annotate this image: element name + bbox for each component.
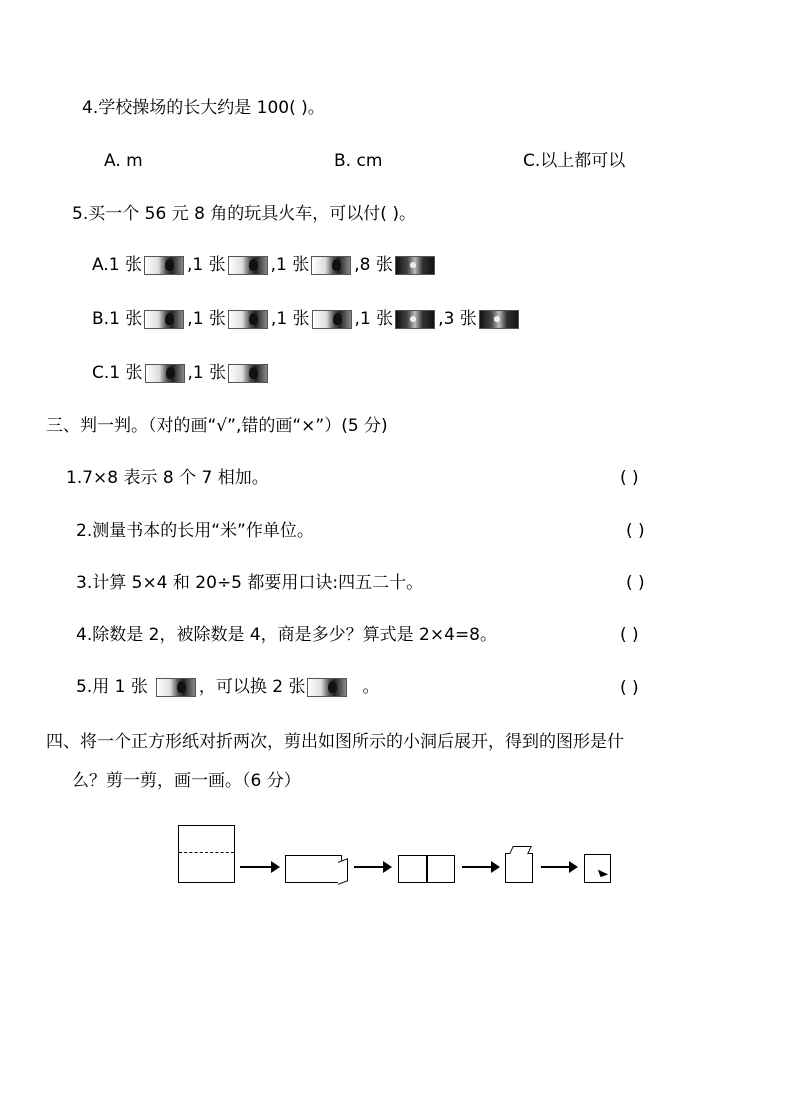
q4-option-a[interactable]: A. m: [104, 151, 143, 171]
banknote-1-jiao-icon: [395, 256, 435, 275]
s3-item-5: [76, 676, 379, 698]
q5-a-part2: ,1 张: [186, 255, 226, 275]
q5-a-part4: ,8 张: [354, 255, 393, 275]
q5-a-part3: ,1 张: [270, 255, 310, 275]
s3-answer-3[interactable]: ( ): [626, 573, 645, 593]
banknote-1-jiao-icon: [479, 310, 519, 329]
section4-line1: 四、将一个正方形纸对折两次，剪出如图所示的小洞后展开，得到的图形是什: [46, 732, 624, 752]
s3-answer-5[interactable]: ( ): [620, 678, 639, 698]
q5-option-c[interactable]: [92, 362, 271, 384]
s3-item-4: 4.除数是 2，被除数是 4，商是多少？算式是 2×4=8。: [76, 625, 497, 645]
s3-item-1: 1.7×8 表示 8 个 7 相加。: [66, 468, 269, 488]
s3-answer-2[interactable]: ( ): [626, 521, 645, 541]
arrow-4: [541, 866, 576, 868]
banknote-5-icon: [228, 256, 268, 275]
banknote-1-icon: [311, 256, 351, 275]
banknote-5-jiao-icon: [395, 310, 435, 329]
banknote-1-icon: [312, 310, 352, 329]
q5-b-part2: ,1 张: [187, 309, 226, 329]
s3-item-5-b: ，可以换 2 张: [198, 677, 306, 697]
s3-item-2: 2.测量书本的长用“米”作单位。: [76, 521, 314, 541]
section4-line2: 么？剪一剪，画一画。（6 分）: [72, 771, 301, 791]
q5-b-part3: ,1 张: [270, 309, 310, 329]
s3-item-5-c: 。: [362, 677, 380, 697]
arrow-2: [354, 866, 390, 868]
banknote-50-icon: [145, 364, 185, 383]
q5-option-a[interactable]: [92, 254, 438, 276]
banknote-5-icon: [228, 310, 268, 329]
s3-answer-4[interactable]: ( ): [620, 625, 639, 645]
q5-b-label: B.1 张: [92, 309, 143, 329]
q5-text: 5.买一个 56 元 8 角的玩具火车，可以付( )。: [72, 204, 416, 224]
q4-text: 4.学校操场的长大约是 100( )。: [82, 98, 325, 118]
s3-answer-1[interactable]: ( ): [620, 468, 639, 488]
q5-option-b[interactable]: [92, 308, 522, 330]
square-paper: [178, 825, 235, 883]
folded-square-flap: [509, 846, 532, 854]
q4-option-b[interactable]: B. cm: [334, 151, 383, 171]
q5-b-part5: ,3 张: [438, 309, 477, 329]
s3-item-3: 3.计算 5×4 和 20÷5 都要用口诀:四五二十。: [76, 573, 424, 593]
banknote-10-icon: [228, 364, 268, 383]
q5-a-label: A.1 张: [92, 255, 142, 275]
fold-dashed-line: [179, 852, 234, 853]
section3-title: 三、判一判。（对的画“√”,错的画“×”）(5 分): [46, 416, 388, 436]
q5-c-label: C.1 张: [92, 363, 143, 383]
s3-item-5-a: 5.用 1 张: [76, 677, 148, 697]
folded-square: [505, 853, 533, 883]
banknote-50-icon: [144, 256, 184, 275]
panel-divider: [426, 856, 428, 882]
q5-c-part2: ,1 张: [187, 363, 227, 383]
banknote-50-icon: [144, 310, 184, 329]
banknote-10-icon: [156, 678, 196, 697]
arrow-3: [462, 866, 498, 868]
arrow-1: [240, 866, 278, 868]
q5-b-part4: ,1 张: [354, 309, 394, 329]
folded-corner: [338, 858, 348, 885]
folded-rectangle: [285, 855, 342, 883]
q4-option-c[interactable]: C.以上都可以: [523, 151, 626, 171]
banknote-5-icon: [307, 678, 347, 697]
